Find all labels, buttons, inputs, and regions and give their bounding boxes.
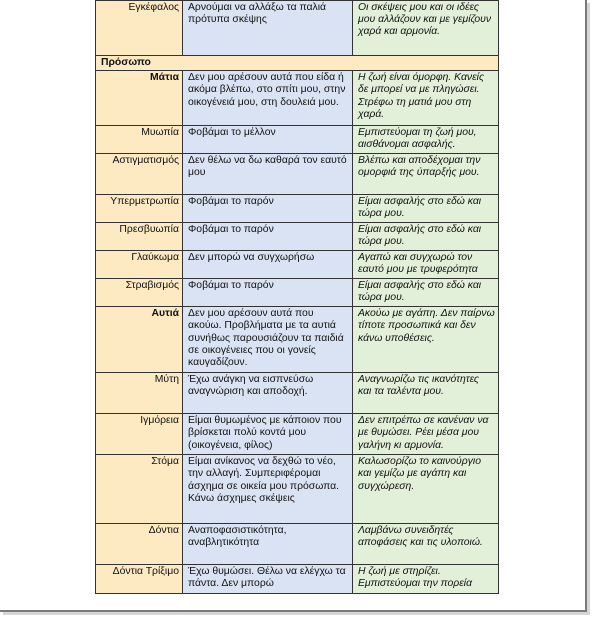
body-part-cell: Αστιγματισμός [96,154,183,195]
table-row [96,279,499,307]
affirmation-cell: Λαμβάνω συνειδητές αποφάσεις και τις υλοποιώ. [353,524,499,565]
body-part-cell: Στραβισμός [96,279,183,307]
table-body [96,1,499,594]
problem-cell: Φοβάμαι το μέλλον [183,126,353,154]
body-part-cell [96,565,183,594]
body-part-cell: Στόμα [96,455,183,524]
affirmation-cell: Αναγνωρίζω τις ικανότητες και τα ταλέντα μου. [353,373,499,414]
body-part-cell: Μυωπία [96,126,183,154]
table-row [96,307,499,373]
table-row [96,223,499,251]
section-header-row [96,56,499,71]
affirmation-cell: Ακούω με αγάπη. Δεν παίρνω τίποτε προσωπικά και δεν κάνω υποθέσεις. [353,307,499,373]
problem-cell-text: Έχω θυμώσει. Θέλω να ελέγχω τα πάντα. Δεν μπορώ [188,566,346,590]
affirmation-cell: Είμαι ασφαλής στο εδώ και τώρα μου. [353,279,499,307]
affirmation-cell: Η ζωή είναι όμορφη. Κανείς δε μπορεί να με πληγώσει. Στρέφω τη ματιά μου στη χαρά. [353,71,499,126]
affirmation-cell: Αγαπώ και συγχωρώ τον εαυτό μου με τρυφερότητα [353,251,499,279]
table-row [96,154,499,195]
problem-cell: Δεν μου αρέσουν αυτά που είδα ή ακόμα βλέπω, στο σπίτι μου, στην οικογένειά μου, στη δουλειά μου. [183,71,353,126]
table-row [96,565,499,594]
symptoms-table [95,0,499,594]
table-row [96,251,499,279]
problem-cell: Αρνούμαι να αλλάξω τα παλιά πρότυπα σκέψης [183,1,353,56]
problem-cell: Αναποφασιστικότητα, αναβλητικότητα [183,524,353,565]
affirmation-cell: Είμαι ασφαλής στο εδώ και τώρα μου. [353,195,499,223]
problem-cell: Φοβάμαι το παρόν [183,279,353,307]
table-row [96,455,499,524]
affirmation-cell: Καλωσορίζω το καινούργιο και γεμίζω με αγάπη και συγχώρεση. [353,455,499,524]
problem-cell: Δεν μου αρέσουν αυτά που ακούω. Προβλήματα με τα αυτιά συνήθως παρουσιάζουν τα παιδιά σε οικογένειες που οι γονείς καυγαδίζουν. [183,307,353,373]
body-part-cell: Μάτια [96,71,183,126]
affirmation-cell: Οι σκέψεις μου και οι ιδέες μου αλλάζουν και με γεμίζουν χαρά και αρμονία. [353,1,499,56]
affirmation-cell [353,565,499,594]
problem-cell: Δεν μπορώ να συγχωρήσω [183,251,353,279]
problem-cell: Δεν θέλω να δω καθαρά τον εαυτό μου [183,154,353,195]
table-row [96,126,499,154]
table-row [96,71,499,126]
affirmation-cell: Εμπιστεύομαι τη ζωή μου, αισθάνομαι ασφαλής. [353,126,499,154]
body-part-cell: Δόντια [96,524,183,565]
table-row [96,195,499,223]
table-row [96,1,499,56]
body-part-cell: Πρεσβυωπία [96,223,183,251]
body-part-cell-text: Δόντια Τρίξιμο [112,566,179,578]
problem-cell: Είμαι θυμωμένος με κάποιον που βρίσκεται πολύ κοντά μου (οικογένεια, φίλος) [183,414,353,455]
body-part-cell: Μύτη [96,373,183,414]
body-part-cell: Γλαύκωμα [96,251,183,279]
affirmation-cell: Δεν επιτρέπω σε κανέναν να με θυμώσει. Ρέει μέσα μου γαλήνη κι αρμονία. [353,414,499,455]
problem-cell: Έχω ανάγκη να εισπνεύσω αναγνώριση και αποδοχή. [183,373,353,414]
table-row [96,414,499,455]
problem-cell: Φοβάμαι το παρόν [183,223,353,251]
affirmation-cell-text: Η ζωή με στηρίζει. Εμπιστεύομαι την πορεία [358,566,472,590]
problem-cell: Φοβάμαι το παρόν [183,195,353,223]
affirmation-cell: Βλέπω και αποδέχομαι την ομορφιά της ύπαρξής μου. [353,154,499,195]
table-row [96,373,499,414]
body-part-cell: Ιγμόρεια [96,414,183,455]
problem-cell: Είμαι ανίκανος να δεχθώ το νέο, την αλλαγή. Συμπεριφέρομαι άσχημα σε οικεία μου πρόσωπα. Κάνω άσχημες σκέψεις [183,455,353,524]
body-part-cell: Αυτιά [96,307,183,373]
problem-cell [183,565,353,594]
table-row [96,524,499,565]
body-part-cell: Εγκέφαλος [96,1,183,56]
body-part-cell: Υπερμετρωπία [96,195,183,223]
affirmation-cell: Είμαι ασφαλής στο εδώ και τώρα μου. [353,223,499,251]
section-title: Πρόσωπο [96,56,499,71]
